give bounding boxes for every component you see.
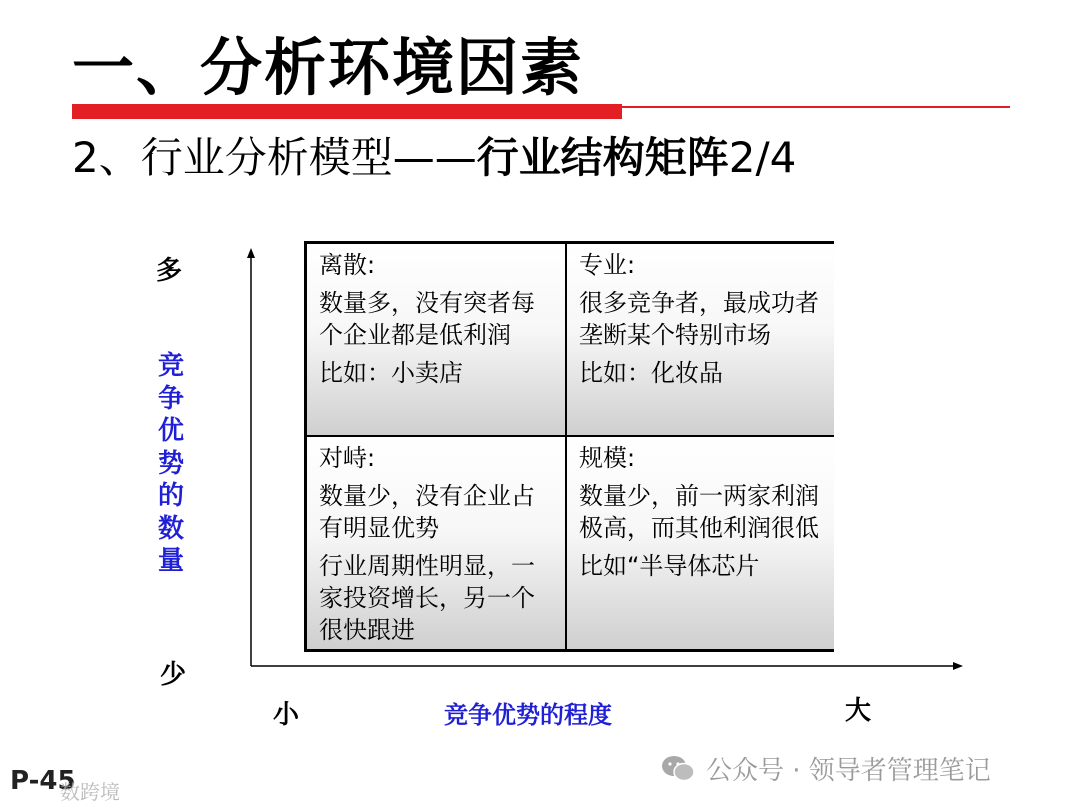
cell-heading: 专业: bbox=[579, 251, 636, 279]
cell-text: 行业周期性明显，一家投资增长，另一个很快跟进 bbox=[319, 552, 535, 644]
subtitle-prefix: 2、行业分析模型—— bbox=[72, 133, 477, 182]
cell-text: 数量多，没有突者每个企业都是低利润 bbox=[319, 289, 535, 349]
watermark-logo-text: 数跨境 bbox=[60, 780, 120, 804]
wechat-icon bbox=[660, 754, 696, 784]
y-axis-top-label: 多 bbox=[156, 256, 183, 286]
cell-text: 比如：小卖店 bbox=[319, 359, 463, 387]
cell-volume bbox=[567, 437, 834, 649]
cell-specialized bbox=[567, 244, 834, 437]
cell-text: 很多竞争者，最成功者垄断某个特别市场 bbox=[579, 289, 819, 349]
y-axis-bottom-label: 少 bbox=[160, 660, 187, 690]
x-axis-title: 竞争优势的程度 bbox=[444, 701, 612, 729]
cell-fragmented bbox=[307, 244, 567, 437]
cell-text: 比如“半导体芯片 bbox=[579, 552, 760, 580]
watermark bbox=[660, 750, 991, 787]
subtitle-suffix: 2/4 bbox=[728, 133, 797, 182]
cell-heading: 规模: bbox=[579, 444, 636, 472]
cell-text: 数量少，前一两家利润极高，而其他利润很低 bbox=[579, 482, 819, 542]
cell-text: 数量少，没有企业占有明显优势 bbox=[319, 482, 535, 542]
x-axis-right-label: 大 bbox=[845, 696, 872, 726]
cell-stalemate bbox=[307, 437, 567, 649]
cell-heading: 离散: bbox=[319, 251, 376, 279]
page-number: P-45 bbox=[10, 766, 76, 796]
industry-structure-matrix bbox=[304, 241, 834, 652]
cell-text: 比如：化妆品 bbox=[579, 359, 723, 387]
watermark-text: 公众号 · 领导者管理笔记 bbox=[706, 756, 991, 786]
x-axis-left-label: 小 bbox=[273, 700, 300, 730]
y-axis-title: 竞争优势的数量 bbox=[157, 351, 184, 576]
slide-title: 一、分析环境因素 bbox=[72, 31, 585, 104]
x-axis-arrow bbox=[953, 662, 963, 670]
subtitle-bold: 行业结构矩阵 bbox=[476, 133, 729, 182]
cell-heading: 对峙: bbox=[319, 444, 376, 472]
y-axis-arrow bbox=[247, 248, 255, 258]
